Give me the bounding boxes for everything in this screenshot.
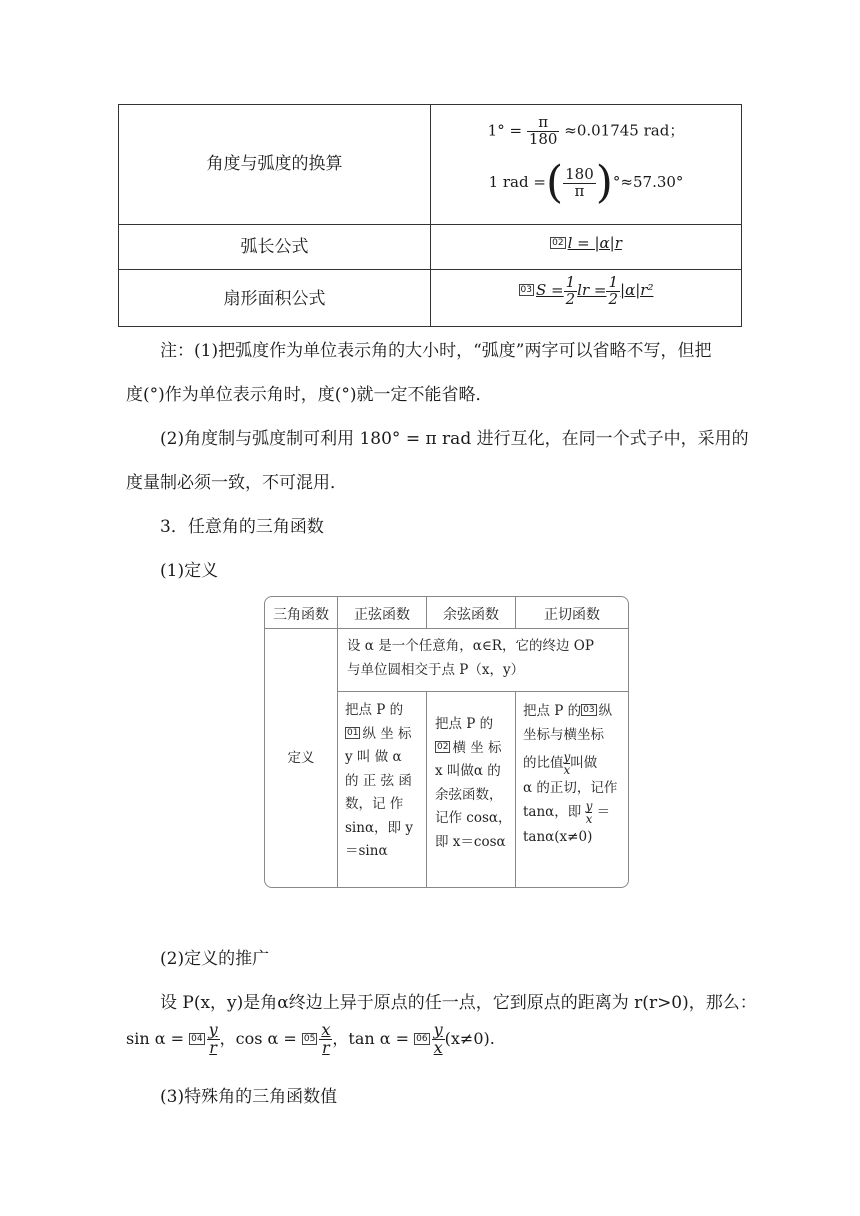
subheading-special-angles: (3)特殊角的三角函数值 — [160, 1087, 338, 1107]
arc-length-formula: 02 l = |α|r — [552, 234, 622, 252]
subheading-generalization: (2)定义的推广 — [160, 949, 270, 969]
cosine-definition: 把点 P 的 02 横 坐 标 x 叫做α 的 余弦函数， 记作 cosα， 即 x＝cosα — [435, 716, 512, 850]
generalization-text: 设 P(x，y)是角α终边上异于原点的任一点，它到原点的距离为 r(r>0)，那么： — [160, 993, 757, 1013]
note-2-line-1: (2)角度制与弧度制可利用 180° = π rad 进行互化，在同一个式子中，采用的 — [160, 429, 749, 449]
blank-number-badge: 02 — [437, 741, 449, 752]
common-definition-line-1: 设 α 是一个任意角，α∈R，它的终边 OP — [347, 638, 594, 654]
blank-number-badge: 05 — [303, 1033, 316, 1044]
header-trig-function: 三角函数 — [273, 607, 329, 623]
blank-number-badge: 04 — [191, 1033, 203, 1044]
blank-number-badge: 02 — [552, 238, 564, 248]
header-sine: 正弦函数 — [354, 607, 410, 623]
conversion-table — [118, 104, 742, 327]
subheading-definition: (1)定义 — [160, 561, 219, 581]
note-2-line-2: 度量制必须一致，不可混用． — [126, 473, 347, 493]
blank-number-badge: 03 — [520, 285, 532, 296]
section-3-heading: 3．任意角的三角函数 — [160, 517, 324, 537]
row-label-sector-area: 扇形面积公式 — [223, 289, 326, 309]
row-label-definition: 定义 — [287, 750, 315, 766]
blank-number-badge: 01 — [347, 727, 359, 738]
tangent-definition: 把点 P 的 03 纵 坐标与横坐标 的比值 $\frac{y}{x}$ 叫做 α 的正切，记作 tanα，即 $\frac{y}{x}$ ＝ tanα(x≠0) — [523, 703, 618, 845]
sine-definition: 把点 P 的 01 纵 坐 标 y 叫 做 α 的 正 弦 函 数，记 作 sinα，即 y ＝sinα — [345, 702, 413, 859]
sector-area-formula: 03 S = $\frac{1}{2}$ lr = $\frac{1}{2}$ |α|r² — [520, 273, 654, 308]
common-definition-line-2: 与单位圆相交于点 P（x，y） — [347, 662, 525, 678]
blank-number-badge: 03 — [583, 705, 595, 715]
row-label-arc-length: 弧长公式 — [240, 237, 309, 257]
degree-to-radian-formula: 1° = $\frac{\pi}{180}$ ≈0.01745 rad； — [487, 113, 685, 148]
header-cosine: 余弦函数 — [443, 607, 499, 623]
trig-ratio-formulas: sin α = 04 $\frac{y}{r}$ ，cos α = 05 $\frac{x}{r}$ ，tan α = 06 $\frac{y}{x}$ (x≠0). — [126, 1020, 495, 1057]
note-1-line-2: 度(°)作为单位表示角时，度(°)就一定不能省略． — [126, 385, 493, 405]
row-label-conversion: 角度与弧度的换算 — [206, 154, 343, 174]
note-1-line-1: 注：(1)把弧度作为单位表示角的大小时，“弧度”两字可以省略不写，但把 — [160, 341, 712, 361]
trig-definition-table — [264, 596, 629, 888]
blank-number-badge: 06 — [416, 1033, 428, 1044]
radian-to-degree-formula: 1 rad =( $\frac{180}{\pi}$ )°≈57.30° — [488, 157, 684, 208]
header-tangent: 正切函数 — [544, 607, 600, 623]
